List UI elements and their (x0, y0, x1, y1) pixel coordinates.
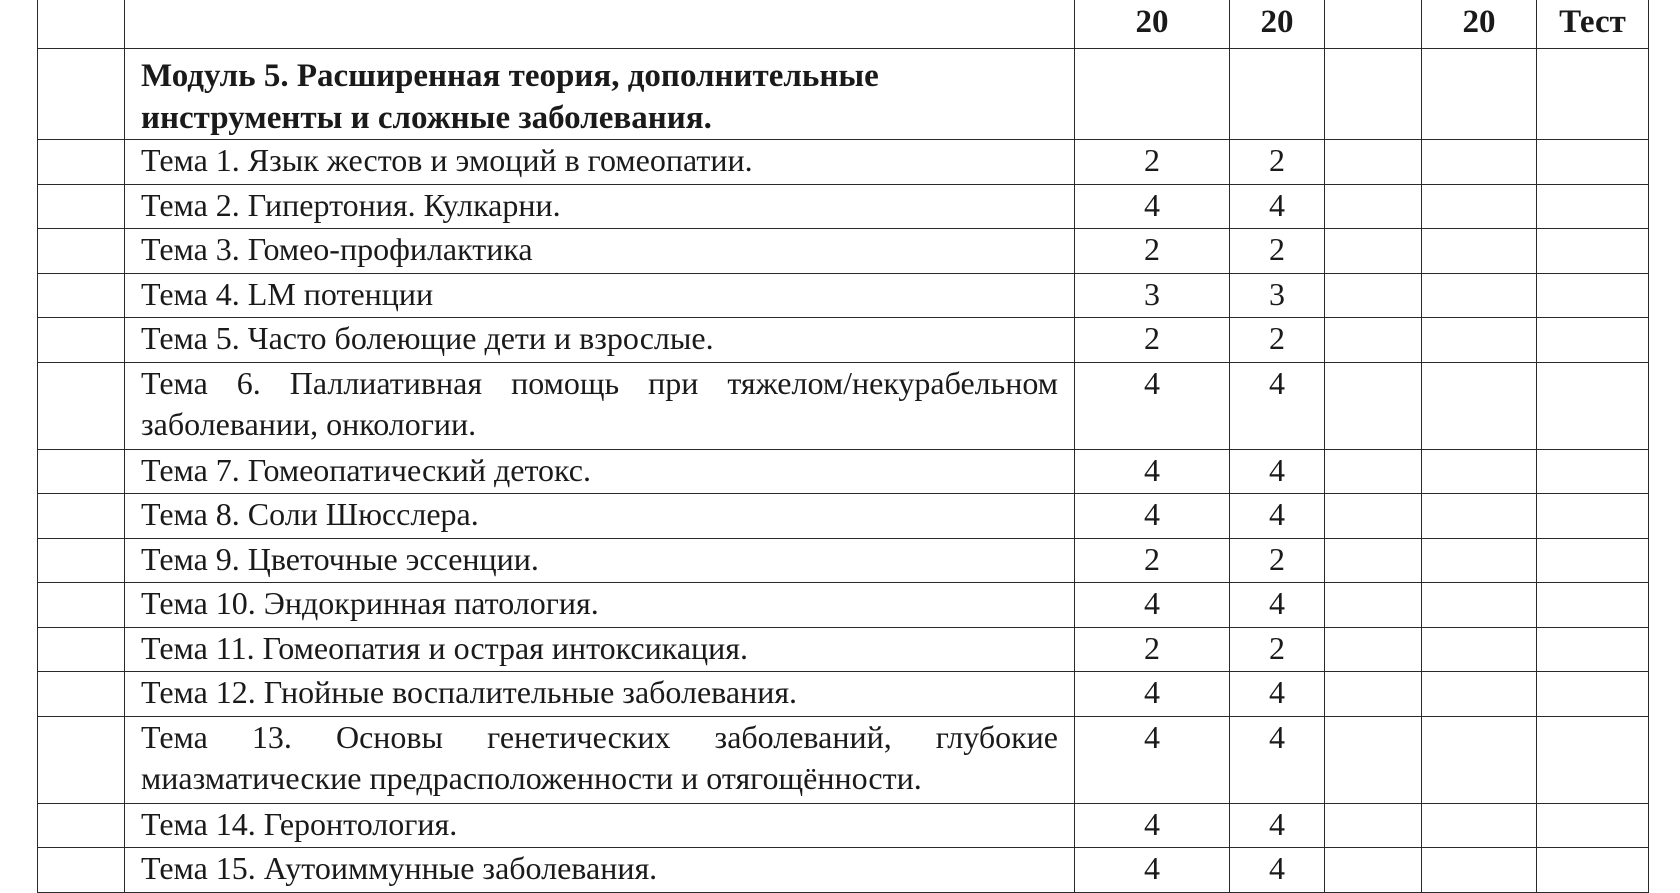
practice-hours-value (1325, 848, 1422, 893)
topic-title: Тема 10. Эндокринная патология. (125, 583, 1075, 628)
lecture-hours-value: 4 (1230, 450, 1325, 494)
topic-title: Тема 4. LM потенции (125, 274, 1075, 318)
module-row (38, 49, 1649, 140)
control-form-value (1537, 539, 1649, 583)
practice-hours-value (1325, 229, 1422, 274)
self-study-hours-value (1422, 450, 1537, 494)
control-form-value (1537, 363, 1649, 450)
total-hours-value: 4 (1075, 717, 1230, 804)
control-form-value (1537, 583, 1649, 628)
table-row (38, 274, 1649, 318)
self-study-hours-value (1422, 672, 1537, 717)
table-row (38, 539, 1649, 583)
total-hours-value: 4 (1075, 363, 1230, 450)
lecture-hours-value: 2 (1230, 140, 1325, 185)
number-cell (38, 49, 125, 140)
topic-title: Тема 9. Цветочные эссенции. (125, 539, 1075, 583)
lecture-hours-value: 2 (1230, 539, 1325, 583)
total-hours-value: 4 (1075, 583, 1230, 628)
self-study-hours-value (1422, 804, 1537, 848)
number-cell (38, 318, 125, 363)
number-cell (38, 539, 125, 583)
topic-header-cell (125, 0, 1075, 49)
practice-hours-value (1325, 804, 1422, 848)
topic-title: Тема 12. Гнойные воспалительные заболевания. (125, 672, 1075, 717)
self-study-hours-value (1422, 628, 1537, 672)
control-form-value (1537, 672, 1649, 717)
practice-hours-value (1325, 318, 1422, 363)
lecture-hours-value: 4 (1230, 185, 1325, 229)
number-cell (38, 494, 125, 539)
lecture-hours-value: 4 (1230, 494, 1325, 539)
control-form-value (1537, 318, 1649, 363)
self-study-hours-value (1422, 848, 1537, 893)
practice-hours-value (1325, 494, 1422, 539)
control-form-value (1537, 229, 1649, 274)
module-title: Модуль 5. Расширенная теория, дополнительные инструменты и сложные заболевания. (125, 49, 1075, 140)
topic-title: Тема 1. Язык жестов и эмоций в гомеопатии. (125, 140, 1075, 185)
self-study-hours-value (1422, 140, 1537, 185)
table-row (38, 848, 1649, 893)
lecture-hours-value: 3 (1230, 274, 1325, 318)
control-form-value (1537, 848, 1649, 893)
topic-title: Тема 11. Гомеопатия и острая интоксикация. (125, 628, 1075, 672)
total-hours-cell: 20 (1075, 0, 1230, 49)
self-study-hours-value (1422, 229, 1537, 274)
practice-hours-value (1325, 672, 1422, 717)
number-cell (38, 363, 125, 450)
control-form-value (1537, 717, 1649, 804)
table-row (38, 185, 1649, 229)
number-cell (38, 0, 125, 49)
number-cell (38, 583, 125, 628)
topic-title: Тема 13. Основы генетических заболеваний, глубокие миазматические предрасположенности и отягощённости. (125, 717, 1075, 804)
control-form-value (1537, 494, 1649, 539)
number-cell (38, 628, 125, 672)
number-cell (38, 274, 125, 318)
table-row (38, 583, 1649, 628)
self-study-hours-value (1422, 583, 1537, 628)
table-row (38, 672, 1649, 717)
table-row (38, 140, 1649, 185)
practice-hours-cell (1325, 0, 1422, 49)
number-cell (38, 804, 125, 848)
topic-rows (38, 140, 1649, 893)
total-hours-value: 2 (1075, 539, 1230, 583)
self-study-hours-value (1422, 318, 1537, 363)
total-hours-value: 4 (1075, 672, 1230, 717)
self-study-hours-value (1422, 717, 1537, 804)
control-form-value (1537, 628, 1649, 672)
topic-title: Тема 7. Гомеопатический детокс. (125, 450, 1075, 494)
total-hours-value: 4 (1075, 185, 1230, 229)
number-cell (38, 185, 125, 229)
self-study-hours-value (1422, 494, 1537, 539)
table-row (38, 717, 1649, 804)
practice-hours-value (1325, 717, 1422, 804)
control-form-value (1537, 274, 1649, 318)
number-cell (38, 450, 125, 494)
self-study-hours-value (1422, 274, 1537, 318)
table-row (38, 494, 1649, 539)
lecture-hours-cell: 20 (1230, 0, 1325, 49)
total-hours-value: 4 (1075, 494, 1230, 539)
header-row (38, 0, 1649, 49)
practice-hours-value (1325, 140, 1422, 185)
control-form-value (1537, 804, 1649, 848)
total-hours-value: 4 (1075, 848, 1230, 893)
practice-hours-value (1325, 450, 1422, 494)
total-hours-value: 3 (1075, 274, 1230, 318)
number-cell (38, 717, 125, 804)
control-form-value (1537, 185, 1649, 229)
lecture-hours-value: 4 (1230, 848, 1325, 893)
total-hours-value: 2 (1075, 628, 1230, 672)
topic-title: Тема 5. Часто болеющие дети и взрослые. (125, 318, 1075, 363)
total-hours-value: 2 (1075, 229, 1230, 274)
lecture-hours-value: 4 (1230, 583, 1325, 628)
number-cell (38, 848, 125, 893)
self-study-hours-value (1422, 363, 1537, 450)
self-study-hours-cell: 20 (1422, 0, 1537, 49)
practice-hours-value (1325, 185, 1422, 229)
table-row (38, 229, 1649, 274)
topic-title: Тема 15. Аутоиммунные заболевания. (125, 848, 1075, 893)
lecture-hours-value: 4 (1230, 717, 1325, 804)
table-row (38, 804, 1649, 848)
topic-title: Тема 14. Геронтология. (125, 804, 1075, 848)
lecture-hours-value: 2 (1230, 318, 1325, 363)
practice-hours-value (1325, 274, 1422, 318)
total-hours-value: 2 (1075, 140, 1230, 185)
practice-hours-value (1325, 628, 1422, 672)
table-row (38, 318, 1649, 363)
curriculum-table (37, 0, 1649, 893)
practice-hours-value (1325, 363, 1422, 450)
lecture-hours-value: 4 (1230, 363, 1325, 450)
lecture-hours-value: 4 (1230, 804, 1325, 848)
number-cell (38, 672, 125, 717)
total-hours-value: 4 (1075, 804, 1230, 848)
table-row (38, 450, 1649, 494)
self-study-hours-value (1422, 539, 1537, 583)
practice-hours-value (1325, 583, 1422, 628)
topic-title: Тема 2. Гипертония. Кулкарни. (125, 185, 1075, 229)
practice-hours-value (1325, 539, 1422, 583)
topic-title: Тема 3. Гомео-профилактика (125, 229, 1075, 274)
lecture-hours-value: 4 (1230, 672, 1325, 717)
lecture-hours-value: 2 (1230, 628, 1325, 672)
self-study-hours-value (1422, 185, 1537, 229)
control-form-value (1537, 140, 1649, 185)
control-form-value (1537, 450, 1649, 494)
topic-title: Тема 6. Паллиативная помощь при тяжелом/некурабельном заболевании, онкологии. (125, 363, 1075, 450)
number-cell (38, 229, 125, 274)
table-row (38, 363, 1649, 450)
lecture-hours-value: 2 (1230, 229, 1325, 274)
topic-title: Тема 8. Соли Шюсслера. (125, 494, 1075, 539)
control-form-cell: Тест (1537, 0, 1649, 49)
total-hours-value: 4 (1075, 450, 1230, 494)
number-cell (38, 140, 125, 185)
total-hours-value: 2 (1075, 318, 1230, 363)
table-row (38, 628, 1649, 672)
